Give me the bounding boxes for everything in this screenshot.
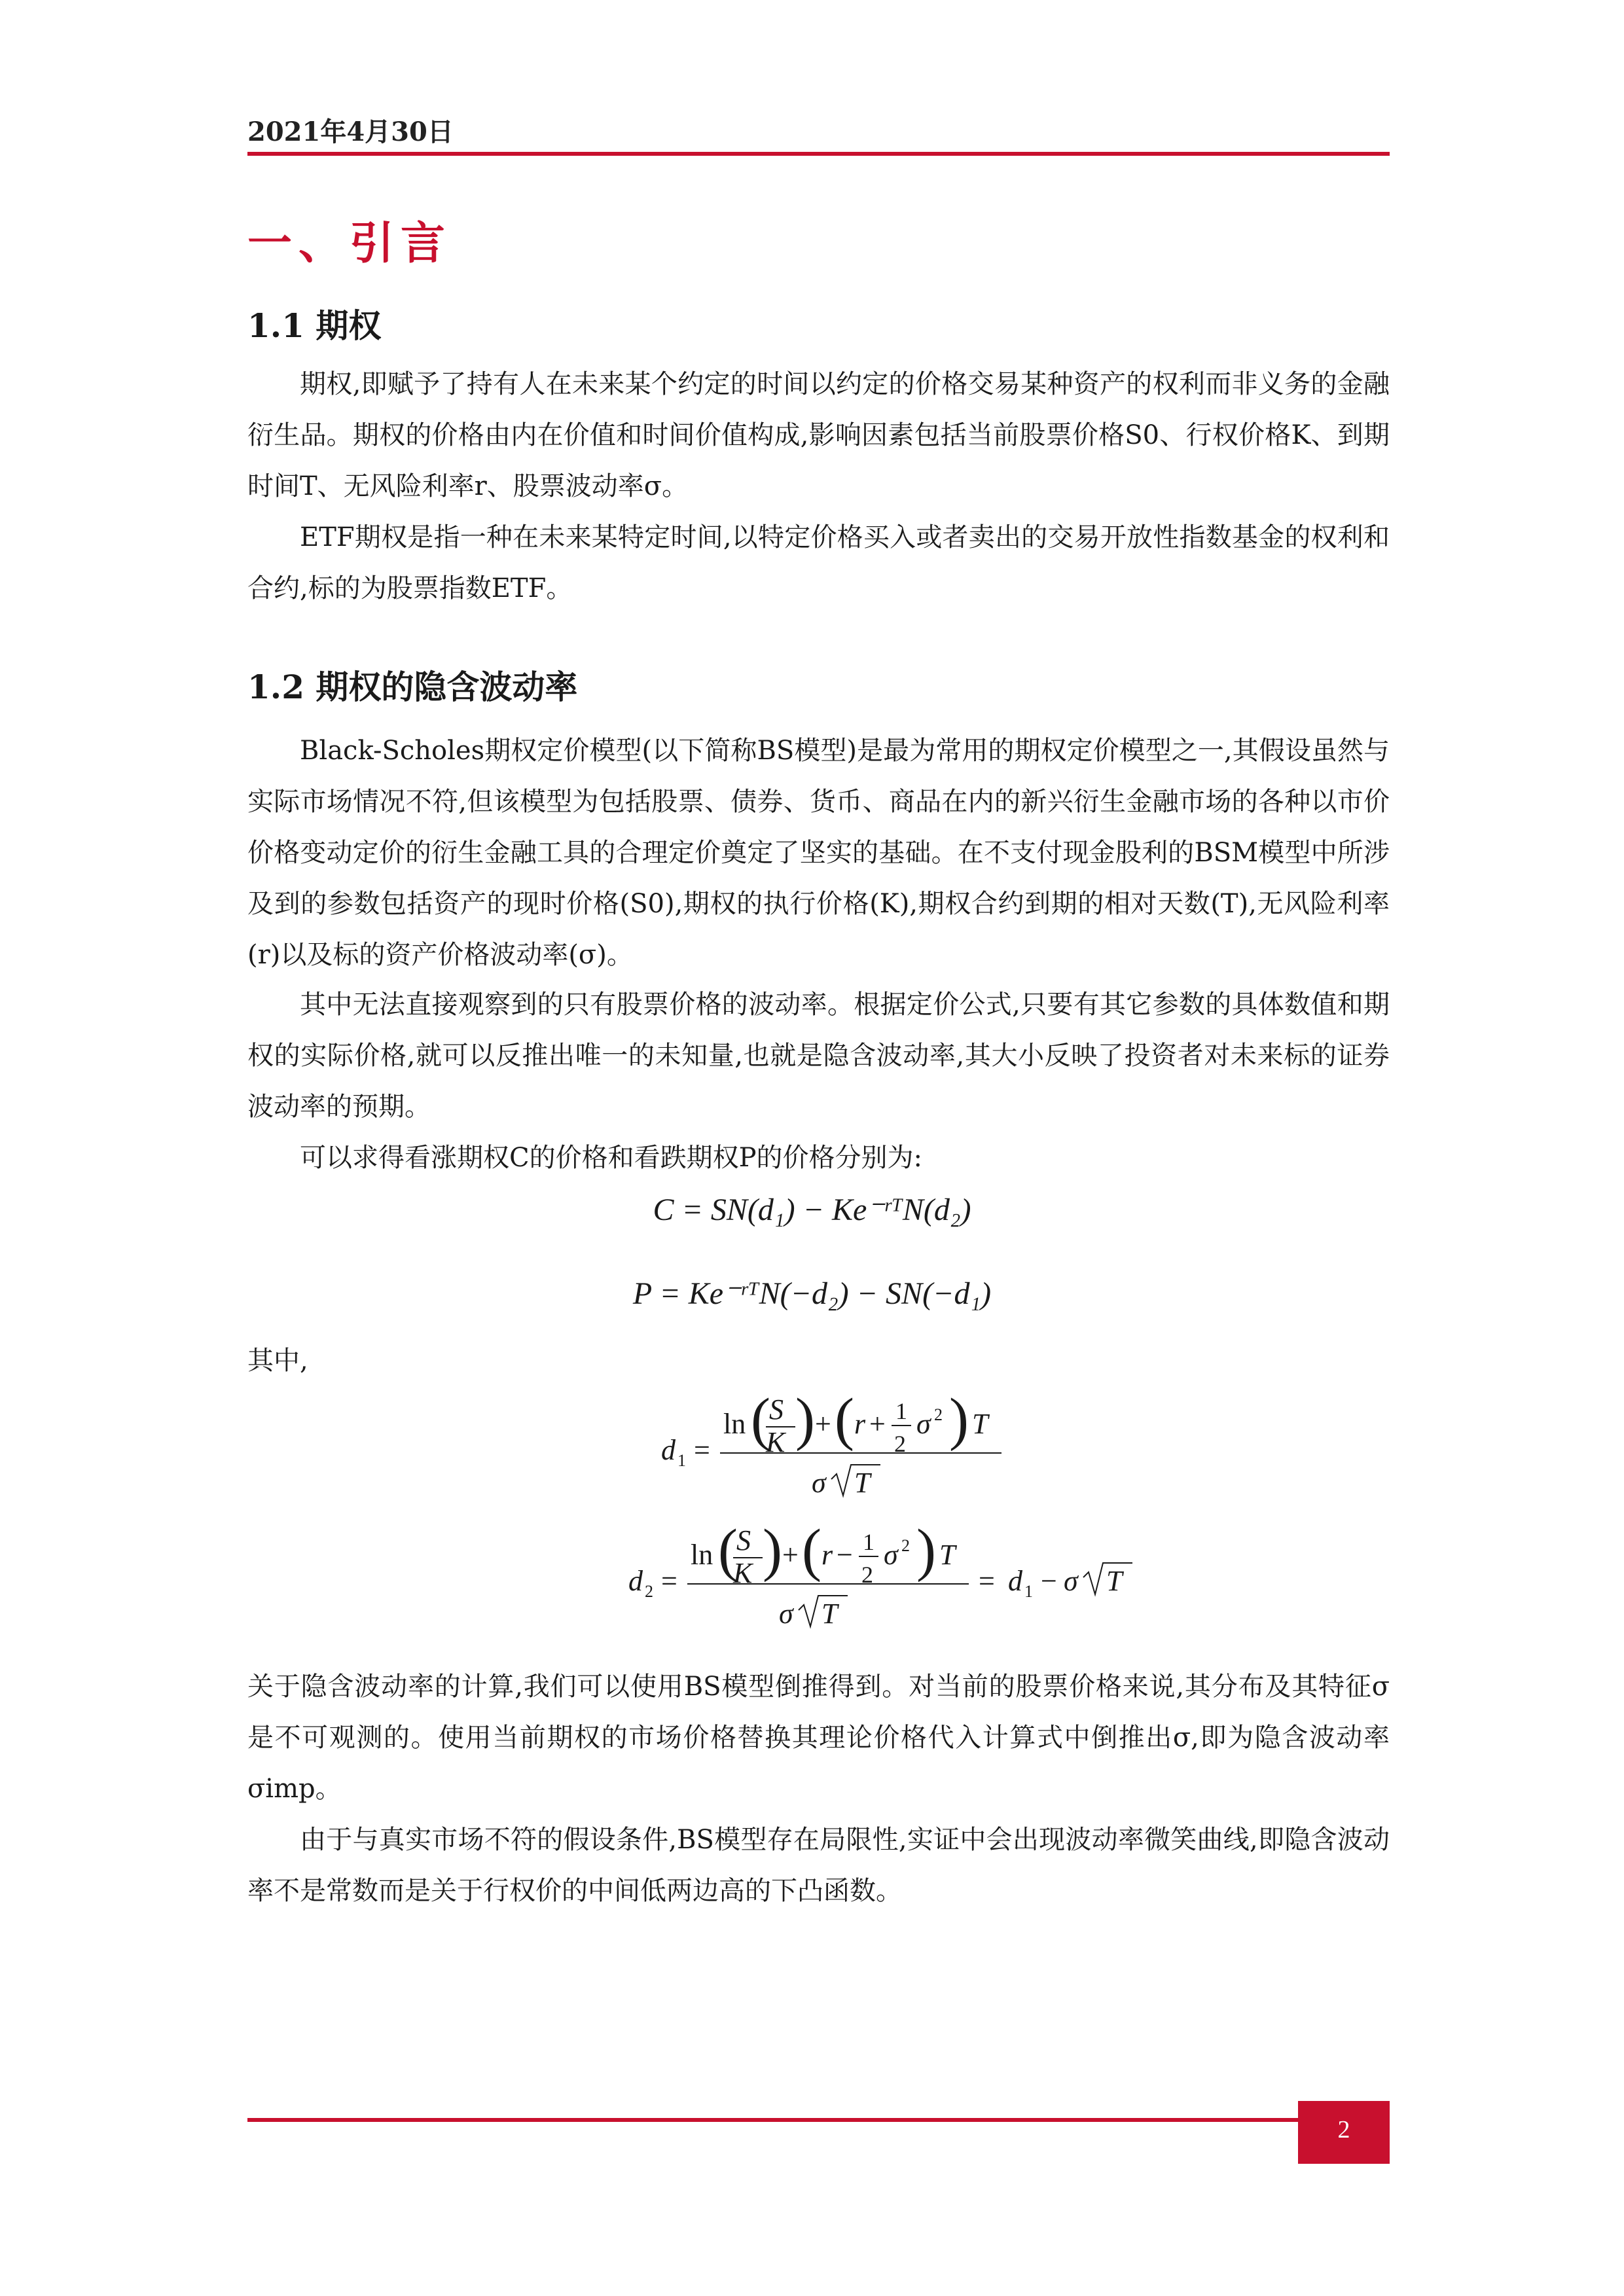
section-title: 一、引言 — [247, 217, 452, 270]
svg-text:(: ( — [802, 1518, 821, 1583]
svg-text:(: ( — [835, 1388, 854, 1452]
svg-text:S: S — [769, 1393, 784, 1426]
svg-text:=: = — [694, 1434, 710, 1466]
formula-call-price: C = SN(d₁) − Ke⁻ʳᵀN(d₂) — [653, 1193, 971, 1227]
svg-text:1: 1 — [1024, 1582, 1033, 1601]
svg-text:): ) — [763, 1518, 782, 1583]
svg-text:1: 1 — [863, 1529, 875, 1555]
svg-text:): ) — [949, 1388, 969, 1452]
svg-text:(: ( — [718, 1518, 738, 1583]
svg-text:σ: σ — [1064, 1565, 1078, 1597]
svg-text:+: + — [782, 1539, 799, 1571]
svg-text:): ) — [916, 1518, 936, 1583]
paragraph-iv-calculation: 关于隐含波动率的计算,我们可以使用BS模型倒推得到。对当前的股票价格来说,其分布及其特征σ是不可观测的。使用当前期权的市场价格替换其理论价格代入计算式中倒推出σ,即为隐含波动率σimp。 — [247, 1672, 1390, 1804]
svg-text:2: 2 — [894, 1431, 906, 1457]
svg-text:2: 2 — [934, 1405, 943, 1424]
svg-text:ln: ln — [723, 1408, 746, 1440]
svg-text:T: T — [854, 1467, 871, 1499]
svg-text:T: T — [939, 1539, 956, 1571]
svg-text:K: K — [733, 1557, 753, 1589]
svg-text:+: + — [815, 1408, 831, 1440]
svg-text:r: r — [854, 1408, 866, 1440]
page-number: 2 — [1337, 2116, 1350, 2144]
svg-text:2: 2 — [645, 1582, 653, 1601]
svg-text:−: − — [1041, 1565, 1057, 1597]
paragraph-where: 其中, — [247, 1346, 308, 1376]
svg-text:−: − — [837, 1539, 853, 1571]
svg-text:T: T — [1106, 1565, 1123, 1597]
svg-text:1: 1 — [677, 1451, 686, 1470]
subsection-title-1-2: 1.2 期权的隐含波动率 — [247, 668, 578, 706]
svg-text:1: 1 — [895, 1398, 907, 1424]
svg-text:σ: σ — [916, 1408, 931, 1440]
formula-d2 — [556, 1517, 1146, 1655]
svg-text:σ: σ — [884, 1539, 898, 1571]
svg-text:d: d — [628, 1565, 643, 1597]
subsection-title-1-1: 1.1 期权 — [247, 306, 382, 345]
paragraph-call-put-intro: 可以求得看涨期权C的价格和看跌期权P的价格分别为: — [300, 1143, 922, 1173]
svg-text:(: ( — [751, 1388, 770, 1452]
svg-text:ln: ln — [691, 1539, 713, 1571]
svg-text:+: + — [869, 1408, 886, 1440]
svg-text:=: = — [661, 1565, 677, 1597]
svg-text:): ) — [795, 1388, 815, 1452]
svg-text:r: r — [821, 1539, 833, 1571]
svg-text:=: = — [979, 1565, 995, 1597]
svg-text:σ: σ — [779, 1598, 793, 1630]
svg-text:T: T — [821, 1598, 838, 1630]
formula-put-price: P = Ke⁻ʳᵀN(−d₂) − SN(−d₁) — [632, 1276, 992, 1311]
footer-rule — [247, 2118, 1298, 2122]
header-date: 2021年4月30日 — [247, 117, 454, 147]
paragraph-etf-options: ETF期权是指一种在未来某特定时间,以特定价格买入或者卖出的交易开放性指数基金的权利和合约,标的为股票指数ETF。 — [247, 522, 1390, 603]
formula-d1 — [589, 1388, 1047, 1518]
svg-text:d: d — [661, 1434, 676, 1466]
svg-text:2: 2 — [901, 1536, 910, 1555]
paragraph-vol-smile: 由于与真实市场不符的假设条件,BS模型存在局限性,实证中会出现波动率微笑曲线,即隐含波动率不是常数而是关于行权价的中间低两边高的下凸函数。 — [247, 1825, 1390, 1906]
paragraph-options-def: 期权,即赋予了持有人在未来某个约定的时间以约定的价格交易某种资产的权利而非义务的金融衍生品。期权的价格由内在价值和时间价值构成,影响因素包括当前股票价格S0、行权价格K、到期时间T、无风险利率r、股票波动率σ。 — [247, 369, 1390, 501]
svg-text:S: S — [736, 1524, 751, 1556]
paragraph-implied-vol: 其中无法直接观察到的只有股票价格的波动率。根据定价公式,只要有其它参数的具体数值和期权的实际价格,就可以反推出唯一的未知量,也就是隐含波动率,其大小反映了投资者对未来标的证券波动率的预期。 — [247, 990, 1390, 1122]
header-rule — [247, 152, 1390, 156]
svg-text:2: 2 — [861, 1562, 873, 1588]
svg-text:K: K — [766, 1426, 785, 1458]
svg-text:σ: σ — [812, 1467, 826, 1499]
svg-text:T: T — [972, 1408, 988, 1440]
paragraph-bs-model: Black-Scholes期权定价模型(以下简称BS模型)是最为常用的期权定价模型之一,其假设虽然与实际市场情况不符,但该模型为包括股票、债券、货币、商品在内的新兴衍生金融市场的各种以市价价格变动定价的衍生金融工具的合理定价奠定了坚实的基础。在不支付现金股利的BSM模型中所涉及到的参数包括资产的现时价格(S0),期权的执行价格(K),期权合约到期的相对天数(T),无风险利率(r)以及标的资产价格波动率(σ)。 — [247, 736, 1390, 970]
svg-text:d: d — [1008, 1565, 1022, 1597]
